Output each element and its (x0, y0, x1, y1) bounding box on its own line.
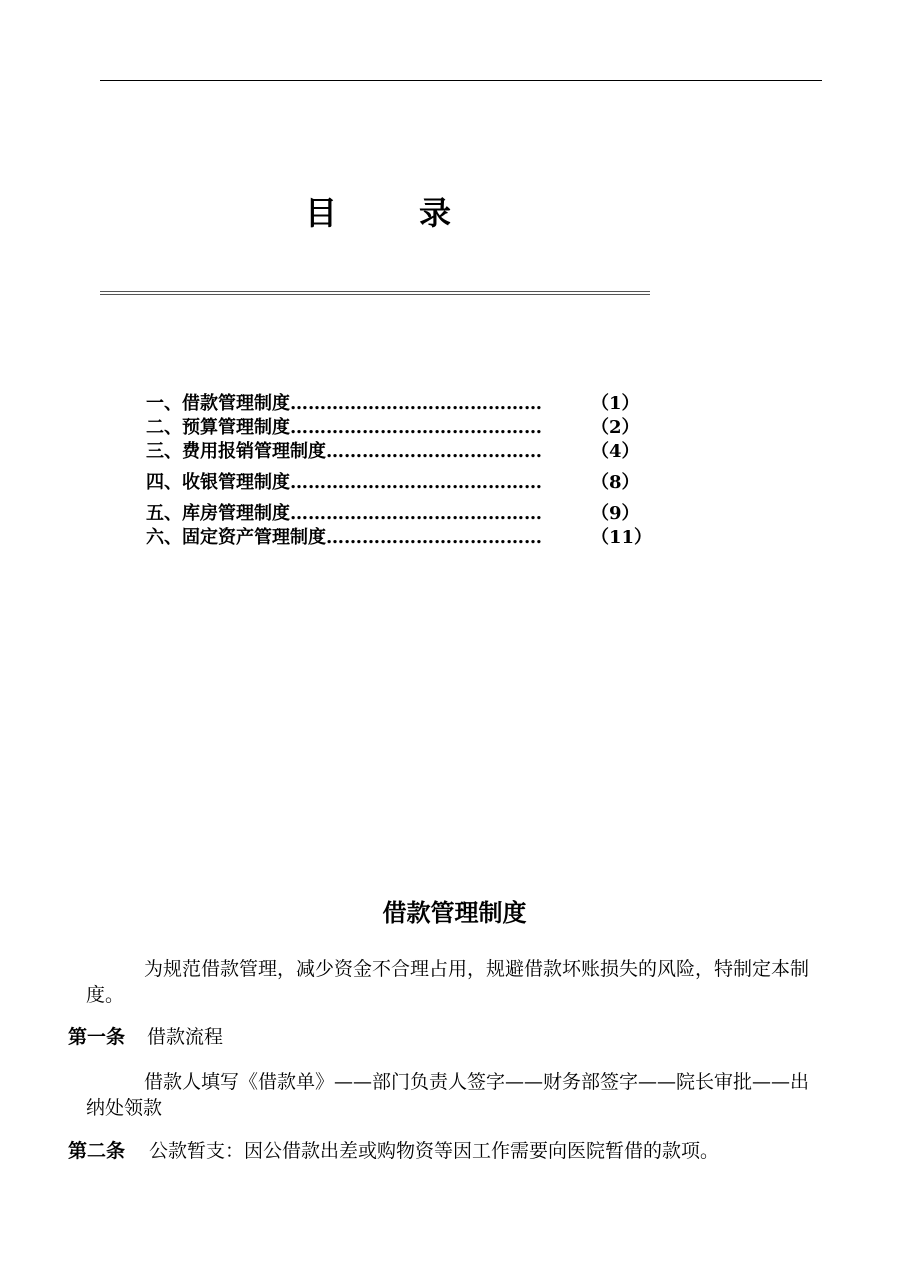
toc-item-label: 二、预算管理制度…………………………………… (146, 417, 542, 438)
toc-item[interactable] (146, 471, 640, 495)
clause-2-text: 公款暂支：因公借款出差或购物资等因工作需要向医院暂借的款项。 (149, 1140, 720, 1162)
toc-item-page: （8） (591, 472, 640, 493)
clause-2 (68, 1138, 719, 1164)
clause-1-text: 借款流程 (147, 1026, 224, 1048)
toc-item-label: 三、费用报销管理制度……………………………… (146, 441, 542, 462)
toc-item-page: （9） (591, 503, 640, 524)
intro-paragraph: 为规范借款管理，减少资金不合理占用，规避借款坏账损失的风险，特制定本制度。 (86, 958, 810, 1006)
toc-item-page: （4） (591, 441, 640, 462)
title-double-rule (100, 291, 650, 295)
toc-item[interactable] (146, 416, 640, 440)
header-rule (100, 80, 822, 81)
clause-1-label: 第一条 (68, 1026, 126, 1048)
toc-item-page: （11） (591, 527, 653, 548)
toc-title (305, 188, 451, 234)
toc-item-page: （1） (591, 393, 640, 414)
clause-2-label: 第二条 (68, 1140, 126, 1162)
toc-item-label: 四、收银管理制度…………………………………… (146, 472, 542, 493)
flow-paragraph: 借款人填写《借款单》——部门负责人签字——财务部签字——院长审批——出纳处领款 (86, 1071, 810, 1119)
toc-item-label: 六、固定资产管理制度……………………………… (146, 527, 542, 548)
toc-item[interactable] (146, 440, 640, 464)
toc-item-label: 一、借款管理制度…………………………………… (146, 393, 542, 414)
toc-item-label: 五、库房管理制度…………………………………… (146, 503, 542, 524)
toc-item-page: （2） (591, 417, 640, 438)
toc-title-part1: 目 (305, 194, 338, 232)
toc-title-part2: 录 (419, 194, 452, 232)
section-title: 借款管理制度 (382, 898, 527, 927)
toc-item[interactable] (146, 526, 653, 550)
toc-item[interactable] (146, 392, 640, 416)
toc-item[interactable] (146, 502, 640, 526)
clause-1 (68, 1024, 223, 1050)
